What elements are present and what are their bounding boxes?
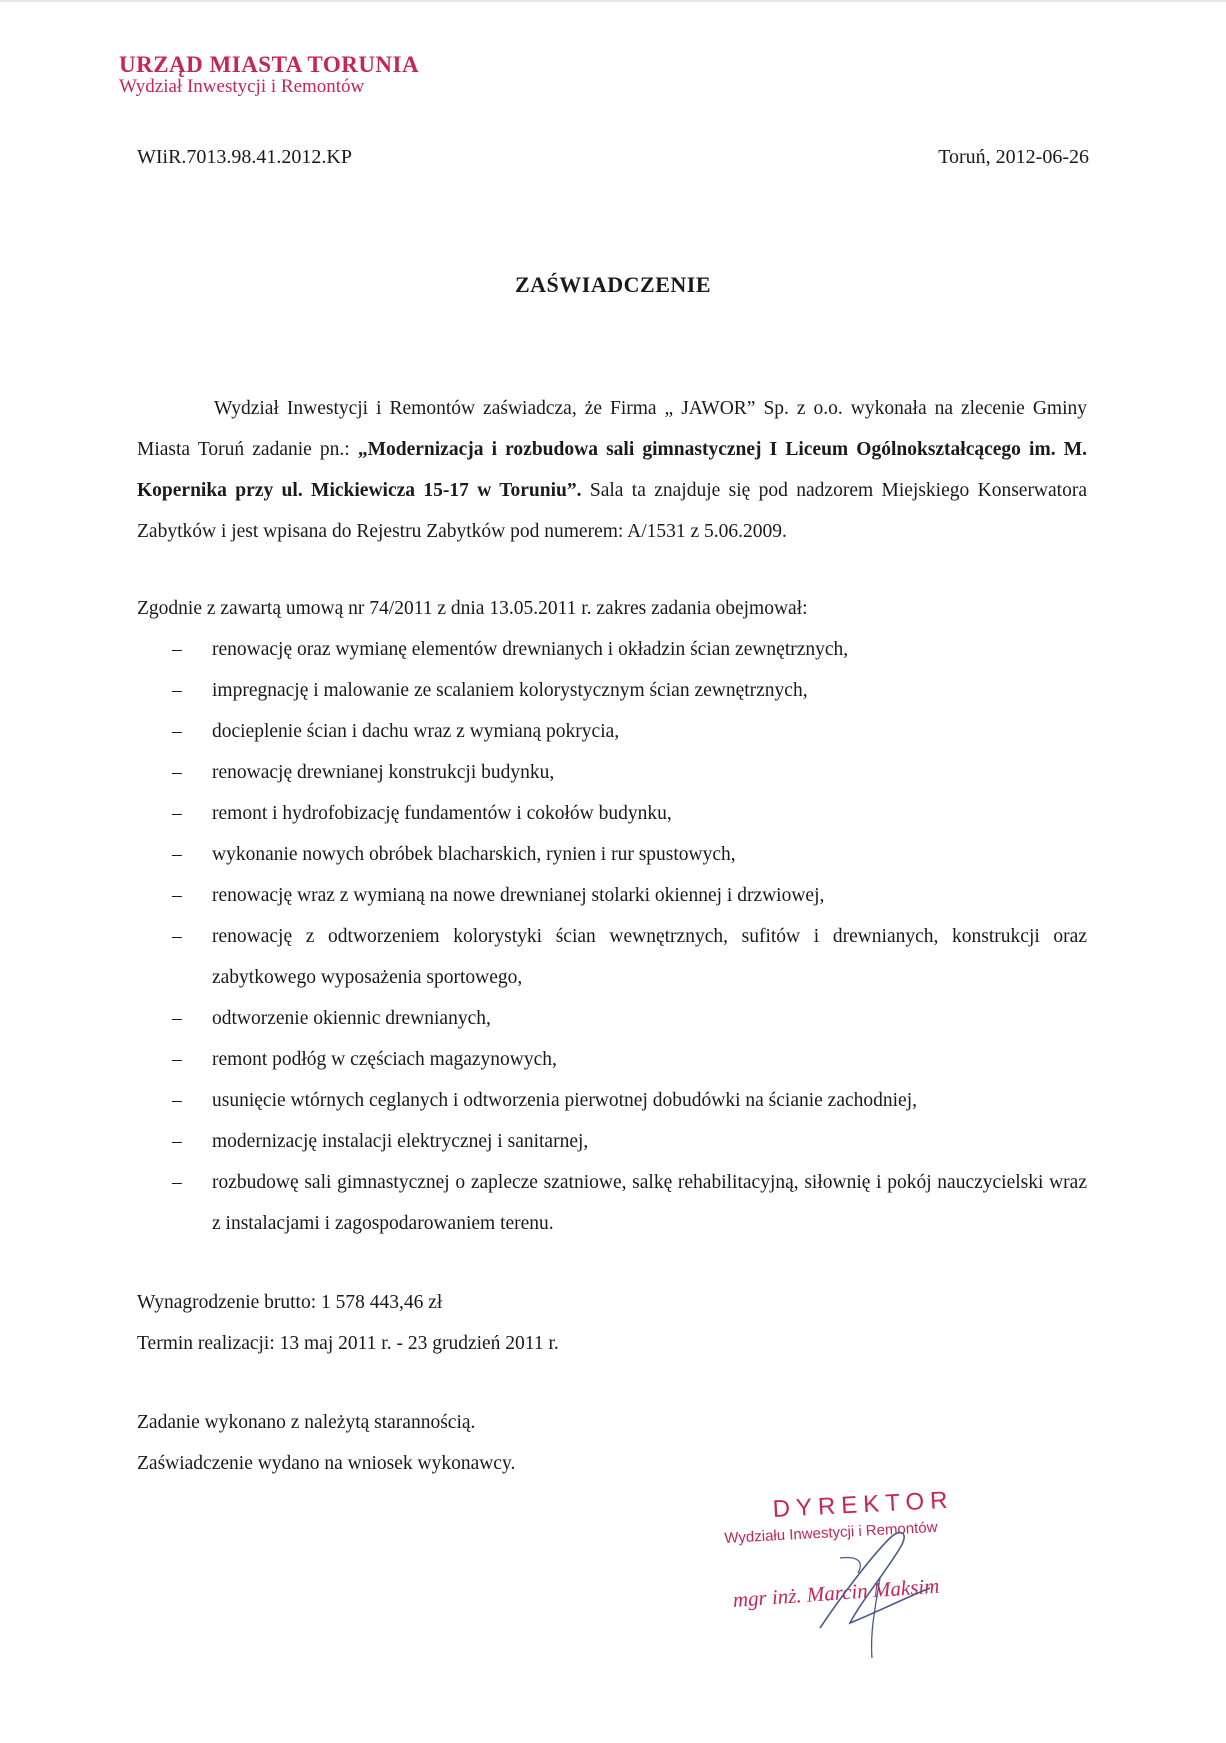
intro-text-2: Sala ta znajduje się pod nadzorem Miejskiego Konserwatora Zabytków i jest wpisana do Rejestru Zabytków pod numerem: A/1531 z 5.06.2009. bbox=[137, 480, 1087, 542]
payment-block bbox=[137, 1282, 1087, 1364]
list-item: – renowację oraz wymianę elementów drewnianych i okładzin ścian zewnętrznych, bbox=[137, 629, 1087, 670]
place-date: Toruń, 2012-06-26 bbox=[938, 146, 1089, 168]
list-item: – rozbudowę sali gimnastycznej o zaplecze szatniowe, salkę rehabilitacyjną, siłownię i pokój nauczycielski wraz z instalacjami i zagospodarowaniem terenu. bbox=[137, 1162, 1087, 1244]
reference-number: WIiR.7013.98.41.2012.KP bbox=[137, 146, 352, 168]
document-title: ZAŚWIADCZENIE bbox=[515, 272, 711, 297]
closing-line-1: Zadanie wykonano z należytą starannością. bbox=[137, 1412, 476, 1433]
realization-term: Termin realizacji: 13 maj 2011 r. - 23 grudzień 2011 r. bbox=[137, 1333, 559, 1354]
letterhead bbox=[119, 52, 419, 98]
top-edge-rule bbox=[0, 0, 1226, 2]
scope-intro: Zgodnie z zawartą umową nr 74/2011 z dnia 13.05.2011 r. zakres zadania obejmował: bbox=[137, 598, 808, 619]
list-item: – wykonanie nowych obróbek blacharskich, rynien i rur spustowych, bbox=[137, 834, 1087, 875]
stamp-dept: Wydziału Inwestycji i Remontów bbox=[724, 1518, 938, 1547]
reference-line bbox=[137, 146, 1089, 169]
closing-block bbox=[137, 1402, 1087, 1484]
remuneration: Wynagrodzenie brutto: 1 578 443,46 zł bbox=[137, 1292, 443, 1313]
list-item: – renowację wraz z wymianą na nowe drewnianej stolarki okiennej i drzwiowej, bbox=[137, 875, 1087, 916]
stamp-title: DYREKTOR bbox=[772, 1486, 955, 1523]
org-name: URZĄD MIASTA TORUNIA bbox=[119, 52, 420, 77]
list-item: – usunięcie wtórnych ceglanych i odtworzenia pierwotnej dobudówki na ścianie zachodniej, bbox=[137, 1080, 1087, 1121]
task-list bbox=[137, 629, 1087, 1244]
list-item: – modernizację instalacji elektrycznej i sanitarnej, bbox=[137, 1121, 1087, 1162]
task-name: „Modernizacja i rozbudowa sali gimnastycznej I Liceum Ogólnokształcącego im. M. Kopernika przy ul. Mickiewicza 15-17 w Toruniu”. bbox=[137, 439, 1087, 501]
intro-paragraph bbox=[137, 388, 1087, 552]
list-item: – remont i hydrofobizację fundamentów i cokołów budynku, bbox=[137, 793, 1087, 834]
list-item: – impregnację i malowanie ze scalaniem kolorystycznym ścian zewnętrznych, bbox=[137, 670, 1087, 711]
intro-text-1: Wydział Inwestycji i Remontów zaświadcza, że Firma „ JAWOR” Sp. z o.o. wykonała na zlecenie Gminy Miasta Toruń zadanie pn.: bbox=[137, 398, 1087, 460]
document-body bbox=[137, 388, 1087, 1484]
list-item: – docieplenie ścian i dachu wraz z wymianą pokrycia, bbox=[137, 711, 1087, 752]
list-item: – renowację z odtworzeniem kolorystyki ścian wewnętrznych, sufitów i drewnianych, konstrukcji oraz zabytkowego wyposażenia sportowego, bbox=[137, 916, 1087, 998]
dept-name: Wydział Inwestycji i Remontów bbox=[119, 76, 365, 98]
list-item: – renowację drewnianej konstrukcji budynku, bbox=[137, 752, 1087, 793]
signature-stamp bbox=[720, 1488, 1020, 1668]
list-item: – remont podłóg w częściach magazynowych, bbox=[137, 1039, 1087, 1080]
handwritten-signature-icon bbox=[780, 1518, 980, 1668]
closing-line-2: Zaświadczenie wydano na wniosek wykonawcy. bbox=[137, 1453, 516, 1474]
list-item: – odtworzenie okiennic drewnianych, bbox=[137, 998, 1087, 1039]
stamp-name: mgr inż. Marcin Maksim bbox=[732, 1573, 941, 1612]
